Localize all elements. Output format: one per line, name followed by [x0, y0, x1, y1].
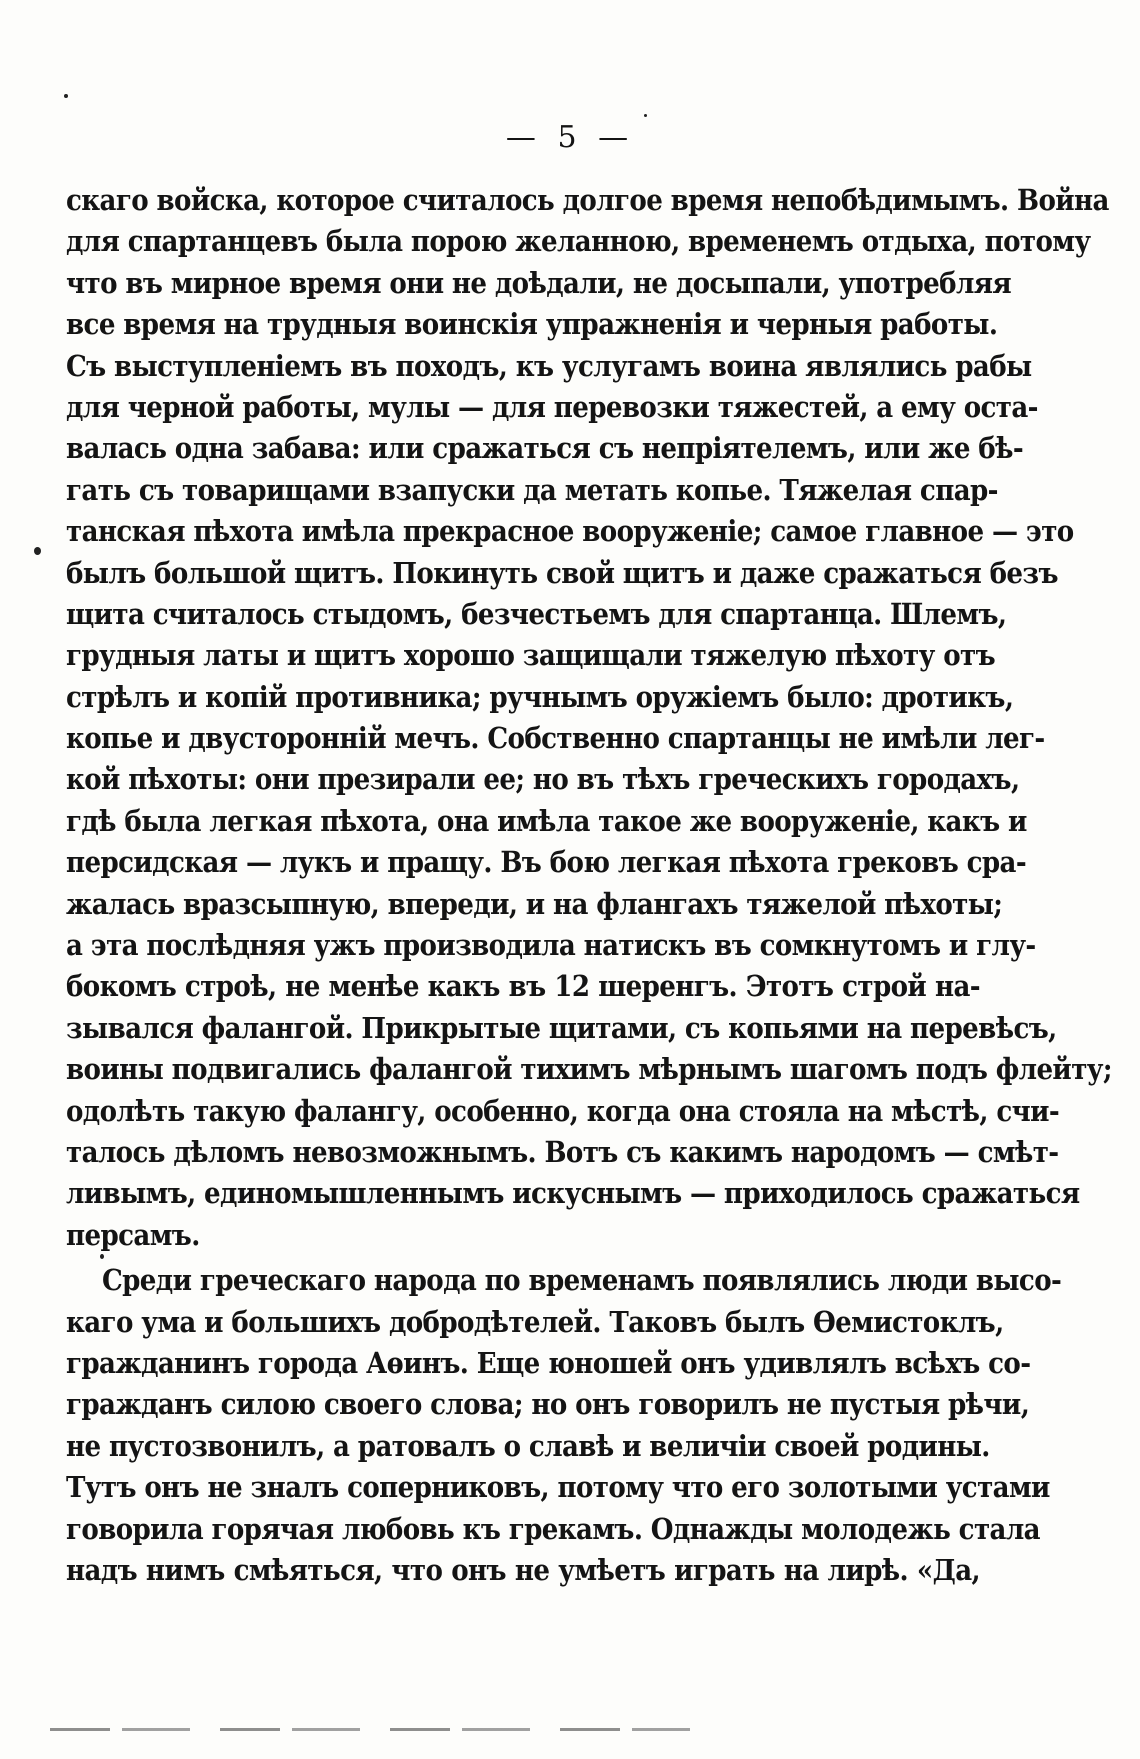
text-line: талось дѣломъ невозможнымъ. Вотъ съ какимъ народомъ — смѣт-: [66, 1134, 1059, 1169]
text-line: щита считалось стыдомъ, безчестьемъ для спартанца. Шлемъ,: [66, 596, 1007, 631]
text-line: гдѣ была легкая пѣхота, она имѣла такое же вооруженіе, какъ и: [66, 803, 1027, 838]
text-line: говорила горячая любовь къ грекамъ. Однажды молодежь стала: [66, 1511, 1040, 1546]
text-line: каго ума и большихъ добродѣтелей. Таковъ былъ Ѳемистоклъ,: [66, 1304, 1004, 1339]
text-line: грудныя латы и щитъ хорошо защищали тяжелую пѣхоту отъ: [66, 638, 995, 673]
text-line: все время на трудныя воинскія упражненія и черныя работы.: [66, 307, 998, 342]
ink-speck: [644, 114, 647, 117]
text-line: одолѣть такую фалангу, особенно, когда она стояла на мѣстѣ, счи-: [66, 1093, 1060, 1128]
ink-speck: [34, 547, 41, 555]
text-line: Тутъ онъ не зналъ соперниковъ, потому что его золотыми устами: [66, 1470, 1050, 1505]
text-line: бокомъ строѣ, не менѣе какъ въ 12 шеренгъ. Этотъ строй на-: [66, 969, 980, 1004]
text-line: копье и двусторонній мечъ. Собственно спартанцы не имѣли лег-: [66, 721, 1045, 756]
text-line: для спартанцевъ была порою желанною, временемъ отдыха, потому: [66, 224, 1091, 259]
text-line: танская пѣхота имѣла прекрасное вооруженіе; самое главное — это: [66, 514, 1074, 549]
text-line: гражданъ силою своего слова; но онъ говорилъ не пустыя рѣчи,: [66, 1387, 1030, 1422]
body-text: [66, 180, 1112, 1591]
page-number: — 5 —: [505, 120, 635, 155]
text-line: Среди греческаго народа по временамъ появлялись люди высо-: [102, 1263, 1062, 1298]
text-line: ливымъ, единомышленнымъ искуснымъ — приходилось сражаться: [66, 1176, 1080, 1211]
text-line: надъ нимъ смѣяться, что онъ не умѣетъ играть на лирѣ. «Да,: [66, 1552, 980, 1587]
text-line: стрѣлъ и копій противника; ручнымъ оружіемъ было: дротикъ,: [66, 679, 1014, 714]
text-line: что въ мирное время они не доѣдали, не досыпали, употребляя: [66, 265, 1012, 300]
text-line: жалась вразсыпную, впереди, и на флангахъ тяжелой пѣхоты;: [66, 886, 1003, 921]
text-line: скаго войска, которое считалось долгое время непобѣдимымъ. Война: [66, 183, 1109, 217]
text-line: валась одна забава: или сражаться съ непріятелемъ, или же бѣ-: [66, 431, 1024, 466]
text-line: а эта послѣдняя ужъ производила натискъ въ сомкнутомъ и глу-: [66, 928, 1036, 963]
paragraph-1: [66, 180, 1112, 1256]
scan-edge-rule: [50, 1728, 690, 1731]
text-line: персамъ.: [66, 1217, 200, 1252]
text-line: Съ выступленіемъ въ походъ, къ услугамъ воина являлись рабы: [66, 348, 1032, 383]
text-line: былъ большой щитъ. Покинуть свой щитъ и даже сражаться безъ: [66, 555, 1058, 590]
text-line: зывался фалангой. Прикрытые щитами, съ копьями на перевѣсъ,: [66, 1010, 1057, 1045]
text-line: воины подвигались фалангой тихимъ мѣрнымъ шагомъ подъ флейту;: [66, 1052, 1112, 1087]
text-line: гражданинъ города Аѳинъ. Еще юношей онъ удивлялъ всѣхъ со-: [66, 1345, 1031, 1380]
ink-speck: [64, 94, 68, 98]
text-line: не пустозвонилъ, а ратовалъ о славѣ и величіи своей родины.: [66, 1428, 990, 1463]
text-line: для черной работы, мулы — для перевозки тяжестей, а ему оста-: [66, 389, 1038, 424]
text-line: кой пѣхоты: они презирали ее; но въ тѣхъ греческихъ городахъ,: [66, 762, 1020, 797]
paragraph-2: [66, 1260, 1062, 1591]
text-line: персидская — лукъ и пращу. Въ бою легкая пѣхота грековъ сра-: [66, 845, 1027, 880]
text-line: гать съ товарищами взапуски да метать копье. Тяжелая спар-: [66, 472, 998, 507]
